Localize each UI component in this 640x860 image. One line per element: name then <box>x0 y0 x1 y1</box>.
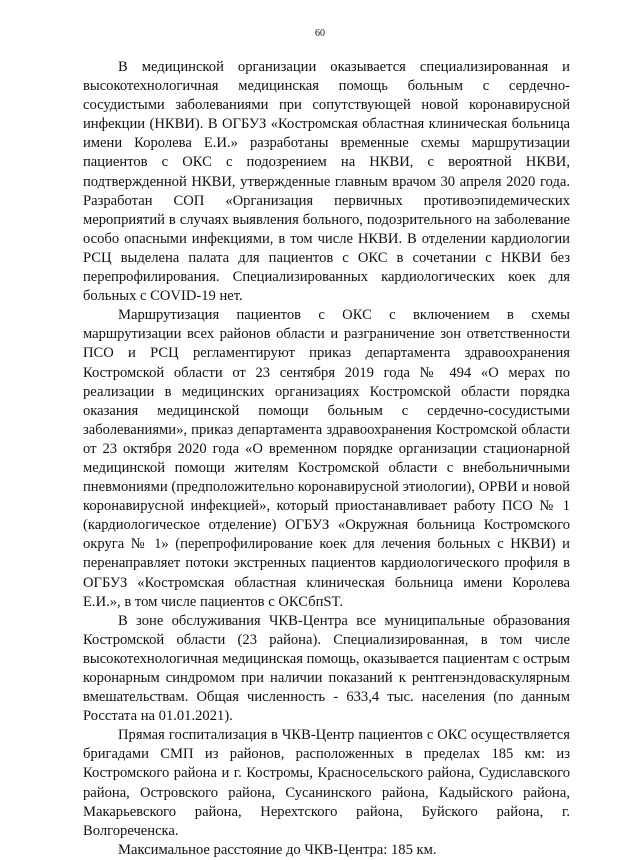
body-text <box>83 58 570 860</box>
paragraph-direct-hospitalization: Прямая госпитализация в ЧКВ-Центр пациентов с ОКС осуществляется бригадами СМП из районов, расположенных в пределах 185 км: из Костромского района и г. Костромы, Красносельского района, Судиславского района, Островского района, Сусанинского района, Кадыйского района, Макарьевского района, Нерехтского района, Буйского района, г. Волгореченска. <box>83 727 570 839</box>
page-number: 60 <box>315 28 325 39</box>
paragraph-covid-routing: В медицинской организации оказывается специализированная и высокотехнологичная медицинская помощь больным с сердечно-сосудистыми заболеваниями при сопутствующей новой коронавирусной инфекции (НКВИ). В ОГБУЗ «Костромская областная клиническая больница имени Королева Е.И.» разработаны временные схемы маршрутизации пациентов с ОКС с подозрением на НКВИ, с вероятной НКВИ, подтвержденной НКВИ, утвержденные главным врачом 30 апреля 2020 года. Разработан СОП «Организация первичных противоэпидемических мероприятий в случаях выявления больного, подозрительного на заболевание особо опасными инфекциями, в том числе НКВИ. В отделении кардиологии РСЦ выделена палата для пациентов с ОКС в сочетании с НКВИ без перепрофилирования. Специализированных кардиологических коек для больных с COVID-19 нет. <box>83 59 570 305</box>
paragraph-pci-center-zone: В зоне обслуживания ЧКВ-Центра все муниципальные образования Костромской области (23 района). Специализированная, в том числе высокотехнологичная медицинская помощь, оказывается пациентам с острым коронарным синдромом при наличии показаний к рентгенэндоваскулярным вмешательствам. Общая численность - 633,4 тыс. населения (по данным Росстата на 01.01.2021). <box>83 612 570 725</box>
paragraph-acs-routing-orders: Маршрутизация пациентов с ОКС с включением в схемы маршрутизации всех районов области и разграничение зон ответственности ПСО и РСЦ регламентируют приказ департамента здравоохранения Костромской области от 23 сентября 2019 года № 494 «О мерах по реализации в медицинских организациях Костромской области порядка оказания медицинской помощи больным с сердечно-сосудистыми заболеваниями», приказ департамента здравоохранения Костромской области от 23 октября 2020 года «О временном порядке организации стационарной медицинской помощи жителям Костромской области с внебольничными пневмониями (предположительно коронавирусной этиологии), ОРВИ и новой коронавирусной инфекцией», который приостанавливает работу ПСО № 1 (кардиологическое отделение) ОГБУЗ «Окружная больница Костромского округа № 1» (перепрофилирование коек для лечения больных с НКВИ) и перенаправляет потоки экстренных пациентов кардиологического профиля в ОГБУЗ «Костромская областная клиническая больница имени Королева Е.И.», в том числе пациентов с ОКСбпST. <box>83 307 570 610</box>
paragraph-max-distance: Максимальное расстояние до ЧКВ-Центра: 185 км. <box>118 841 437 858</box>
